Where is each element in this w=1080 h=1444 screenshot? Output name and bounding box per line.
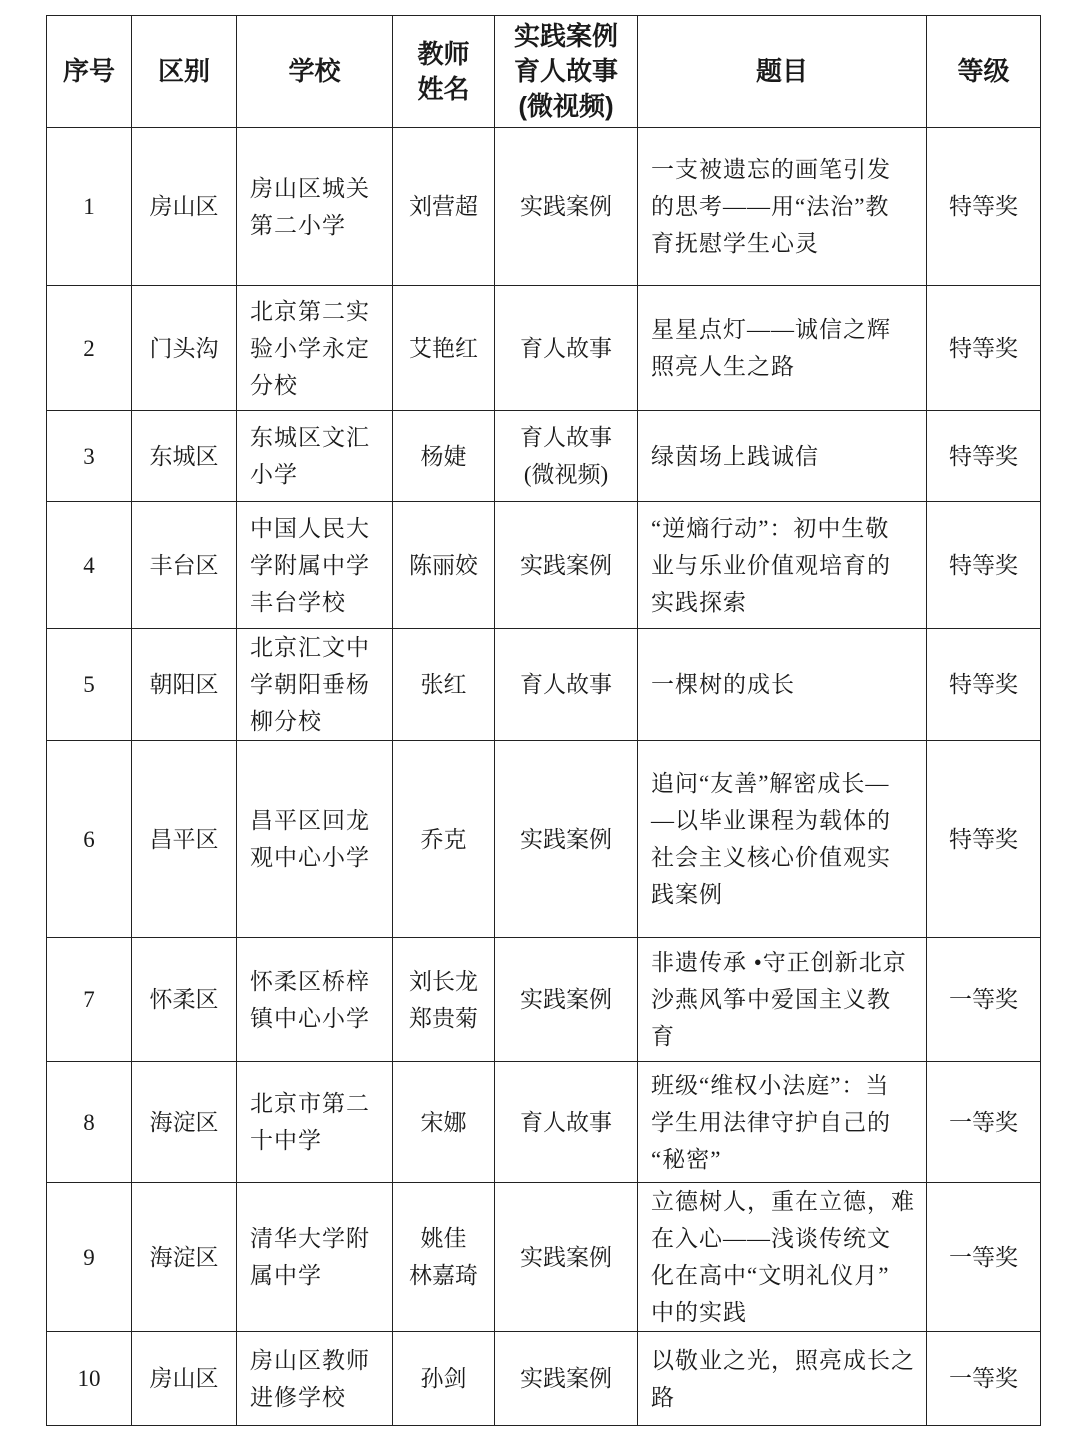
cell-teacher: 陈丽姣 — [393, 502, 495, 629]
table-row — [47, 128, 1041, 286]
cell-district: 海淀区 — [132, 1183, 237, 1332]
header-no: 序号 — [47, 16, 132, 128]
header-district: 区别 — [132, 16, 237, 128]
cell-district: 海淀区 — [132, 1062, 237, 1183]
cell-district: 东城区 — [132, 411, 237, 502]
cell-school: 北京市第二 十中学 — [237, 1062, 393, 1183]
table-row — [47, 502, 1041, 629]
table-row — [47, 938, 1041, 1062]
cell-grade: 特等奖 — [927, 286, 1041, 411]
cell-title: “逆熵行动”：初中生敬 业与乐业价值观培育的 实践探索 — [638, 502, 927, 629]
cell-no: 10 — [47, 1332, 132, 1426]
cell-grade: 特等奖 — [927, 741, 1041, 938]
cell-no: 9 — [47, 1183, 132, 1332]
cell-district: 丰台区 — [132, 502, 237, 629]
cell-teacher: 刘营超 — [393, 128, 495, 286]
cell-type: 实践案例 — [495, 741, 638, 938]
cell-teacher: 孙剑 — [393, 1332, 495, 1426]
cell-teacher: 艾艳红 — [393, 286, 495, 411]
cell-title: 一棵树的成长 — [638, 629, 927, 741]
cell-district: 房山区 — [132, 128, 237, 286]
cell-district: 朝阳区 — [132, 629, 237, 741]
cell-no: 1 — [47, 128, 132, 286]
cell-no: 4 — [47, 502, 132, 629]
cell-grade: 特等奖 — [927, 502, 1041, 629]
cell-school: 中国人民大 学附属中学 丰台学校 — [237, 502, 393, 629]
table-row — [47, 1332, 1041, 1426]
cell-no: 7 — [47, 938, 132, 1062]
cell-type: 实践案例 — [495, 1332, 638, 1426]
cell-school: 昌平区回龙 观中心小学 — [237, 741, 393, 938]
cell-school: 北京汇文中 学朝阳垂杨 柳分校 — [237, 629, 393, 741]
cell-type: 育人故事 — [495, 629, 638, 741]
cell-title: 以敬业之光，照亮成长之 路 — [638, 1332, 927, 1426]
cell-title: 一支被遗忘的画笔引发 的思考——用“法治”教 育抚慰学生心灵 — [638, 128, 927, 286]
cell-grade: 一等奖 — [927, 1332, 1041, 1426]
cell-grade: 特等奖 — [927, 128, 1041, 286]
cell-grade: 一等奖 — [927, 938, 1041, 1062]
table-row — [47, 1183, 1041, 1332]
table-row — [47, 1062, 1041, 1183]
cell-title: 立德树人，重在立德，难 在入心——浅谈传统文 化在高中“文明礼仪月” 中的实践 — [638, 1183, 927, 1332]
cell-teacher: 刘长龙 郑贵菊 — [393, 938, 495, 1062]
cell-school: 房山区城关 第二小学 — [237, 128, 393, 286]
cell-no: 8 — [47, 1062, 132, 1183]
cell-title: 追问“友善”解密成长— —以毕业课程为载体的 社会主义核心价值观实 践案例 — [638, 741, 927, 938]
cell-school: 怀柔区桥梓 镇中心小学 — [237, 938, 393, 1062]
table-row — [47, 411, 1041, 502]
cell-teacher: 张红 — [393, 629, 495, 741]
header-teacher: 教师 姓名 — [393, 16, 495, 128]
cell-teacher: 杨婕 — [393, 411, 495, 502]
cell-district: 门头沟 — [132, 286, 237, 411]
cell-title: 星星点灯——诚信之辉 照亮人生之路 — [638, 286, 927, 411]
cell-no: 5 — [47, 629, 132, 741]
cell-type: 育人故事 — [495, 286, 638, 411]
cell-teacher: 宋娜 — [393, 1062, 495, 1183]
cell-type: 实践案例 — [495, 938, 638, 1062]
cell-title: 绿茵场上践诚信 — [638, 411, 927, 502]
table-row — [47, 741, 1041, 938]
cell-no: 2 — [47, 286, 132, 411]
header-grade: 等级 — [927, 16, 1041, 128]
cell-grade: 一等奖 — [927, 1183, 1041, 1332]
cell-district: 房山区 — [132, 1332, 237, 1426]
cell-grade: 特等奖 — [927, 411, 1041, 502]
header-row — [47, 16, 1041, 128]
cell-type: 实践案例 — [495, 128, 638, 286]
cell-no: 3 — [47, 411, 132, 502]
cell-type: 实践案例 — [495, 502, 638, 629]
cell-teacher: 姚佳 林嘉琦 — [393, 1183, 495, 1332]
cell-school: 清华大学附 属中学 — [237, 1183, 393, 1332]
header-title: 题目 — [638, 16, 927, 128]
header-type: 实践案例 育人故事 (微视频) — [495, 16, 638, 128]
cell-type: 育人故事 — [495, 1062, 638, 1183]
awards-table — [46, 15, 1041, 1426]
cell-teacher: 乔克 — [393, 741, 495, 938]
cell-title: 非遗传承 •守正创新北京 沙燕风筝中爱国主义教 育 — [638, 938, 927, 1062]
cell-no: 6 — [47, 741, 132, 938]
header-school: 学校 — [237, 16, 393, 128]
cell-school: 房山区教师 进修学校 — [237, 1332, 393, 1426]
cell-title: 班级“维权小法庭”：当 学生用法律守护自己的 “秘密” — [638, 1062, 927, 1183]
cell-type: 育人故事 (微视频) — [495, 411, 638, 502]
cell-school: 东城区文汇 小学 — [237, 411, 393, 502]
cell-district: 昌平区 — [132, 741, 237, 938]
cell-type: 实践案例 — [495, 1183, 638, 1332]
cell-grade: 一等奖 — [927, 1062, 1041, 1183]
table-row — [47, 286, 1041, 411]
cell-school: 北京第二实 验小学永定 分校 — [237, 286, 393, 411]
cell-district: 怀柔区 — [132, 938, 237, 1062]
cell-grade: 特等奖 — [927, 629, 1041, 741]
table-row — [47, 629, 1041, 741]
